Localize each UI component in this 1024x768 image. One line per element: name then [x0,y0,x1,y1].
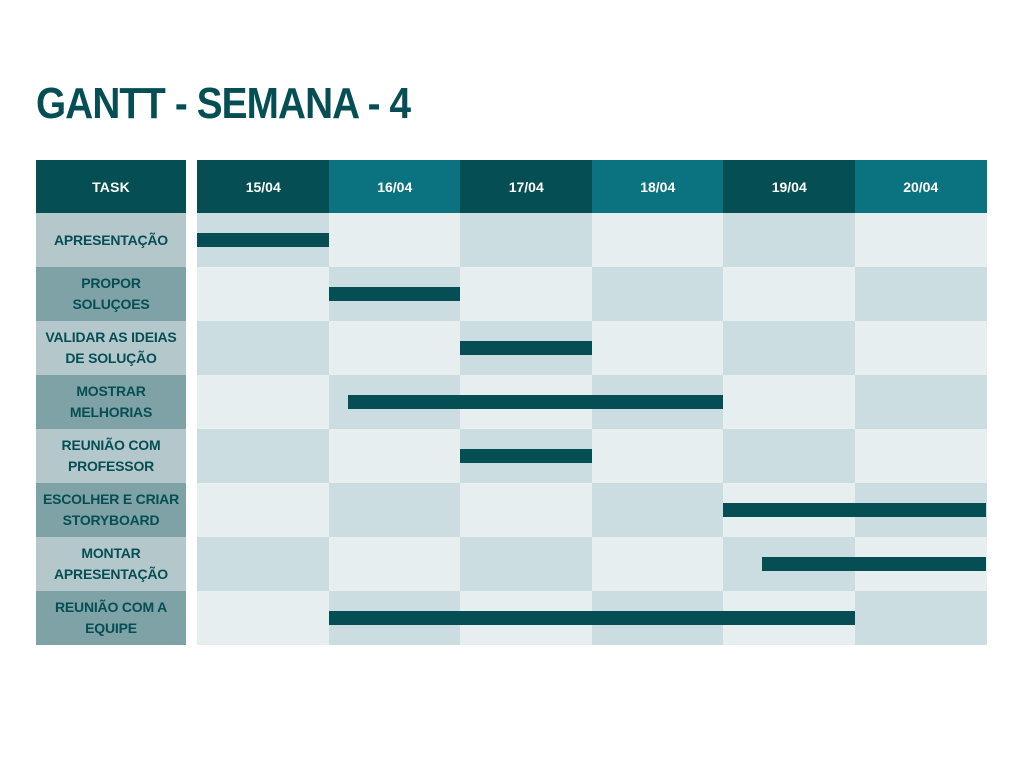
task-column-header: TASK [36,160,186,213]
grid-cell-r0-c4 [723,213,856,267]
grid-cell-r0-c1 [329,213,462,267]
grid-cell-r6-c3 [592,537,725,591]
task-label-1: PROPOR SOLUÇOES [36,267,186,321]
grid-cell-r4-c0 [197,429,330,483]
grid-cell-r3-c5 [855,375,988,429]
task-bar-0 [197,233,329,247]
grid-cell-r4-c3 [592,429,725,483]
grid-cell-r1-c4 [723,267,856,321]
grid-cell-r2-c4 [723,321,856,375]
task-label-0: APRESENTAÇÃO [36,213,186,267]
grid-cell-r1-c5 [855,267,988,321]
task-label-7: REUNIÃO COM A EQUIPE [36,591,186,645]
task-bar-2 [460,341,592,355]
date-header-3: 18/04 [592,160,725,213]
grid-cell-r6-c0 [197,537,330,591]
grid-cell-r0-c5 [855,213,988,267]
grid-cell-r7-c0 [197,591,330,645]
grid-cell-r4-c4 [723,429,856,483]
grid-cell-r3-c4 [723,375,856,429]
grid-cell-r3-c0 [197,375,330,429]
grid-cell-r5-c2 [460,483,593,537]
page-title: GANTT - SEMANA - 4 [36,79,411,128]
grid-cell-r5-c0 [197,483,330,537]
grid-cell-r6-c2 [460,537,593,591]
date-header-0: 15/04 [197,160,330,213]
grid-cell-r4-c1 [329,429,462,483]
task-bar-3 [348,395,723,409]
grid-cell-r7-c5 [855,591,988,645]
grid-cell-r0-c3 [592,213,725,267]
task-label-5: ESCOLHER E CRIAR STORYBOARD [36,483,186,537]
grid-cell-r2-c1 [329,321,462,375]
grid-cell-r1-c0 [197,267,330,321]
task-bar-6 [762,557,986,571]
grid-cell-r2-c0 [197,321,330,375]
grid-cell-r0-c2 [460,213,593,267]
date-header-5: 20/04 [855,160,988,213]
task-label-2: VALIDAR AS IDEIAS DE SOLUÇÃO [36,321,186,375]
task-bar-1 [329,287,461,301]
date-header-2: 17/04 [460,160,593,213]
task-bar-7 [329,611,855,625]
task-label-6: MONTAR APRESENTAÇÃO [36,537,186,591]
grid-cell-r1-c2 [460,267,593,321]
task-label-4: REUNIÃO COM PROFESSOR [36,429,186,483]
date-header-1: 16/04 [329,160,462,213]
task-bar-5 [723,503,986,517]
grid-cell-r1-c3 [592,267,725,321]
grid-cell-r2-c5 [855,321,988,375]
date-header-4: 19/04 [723,160,856,213]
grid-cell-r5-c1 [329,483,462,537]
grid-cell-r5-c3 [592,483,725,537]
grid-cell-r2-c3 [592,321,725,375]
task-bar-4 [460,449,592,463]
task-label-3: MOSTRAR MELHORIAS [36,375,186,429]
grid-cell-r6-c1 [329,537,462,591]
grid-cell-r4-c5 [855,429,988,483]
